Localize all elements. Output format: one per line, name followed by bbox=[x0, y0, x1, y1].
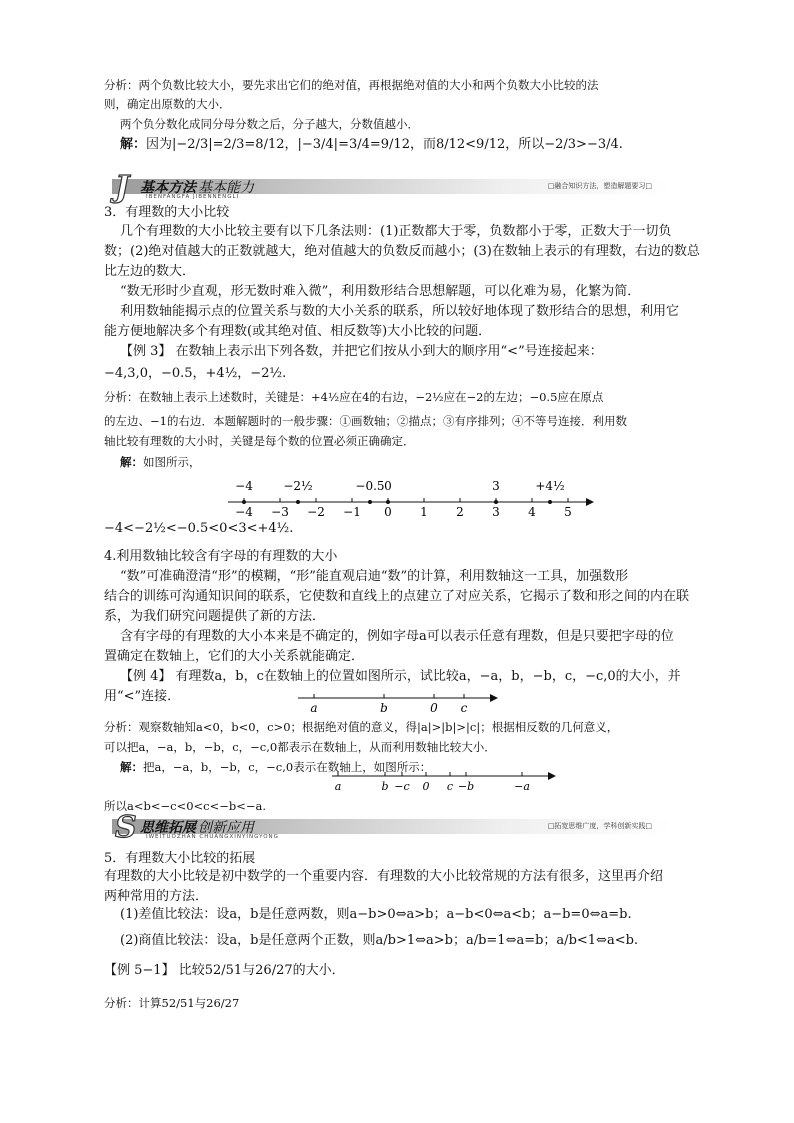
analysis-line: 分析：在数轴上表示上述数时，关键是：+4½应在4的右边，−2½应在−2的左边；−0.5应在原点 bbox=[104, 390, 604, 404]
banner-pinyin: IBENFANGFA JIBENNENGLI bbox=[146, 194, 240, 200]
point-marker bbox=[548, 500, 552, 504]
point-label: 0 bbox=[422, 780, 430, 793]
paragraph: 几个有理数的大小比较主要有以下几条法则：(1)正数都大于零，负数都小于零，正数大于一切负 bbox=[120, 224, 672, 239]
point-label: 0 bbox=[430, 701, 438, 715]
section-banner-basic bbox=[112, 170, 672, 205]
analysis-line: 轴比较有理数的大小时，关键是每个数的位置必须正确确定． bbox=[104, 434, 415, 448]
point-marker bbox=[242, 500, 246, 504]
tick-label: 0 bbox=[384, 505, 392, 519]
example-3-numbers: −4,3,0，−0.5，+4½，−2½. bbox=[104, 366, 287, 381]
point-label: −b bbox=[457, 780, 475, 793]
tick-label: −2 bbox=[307, 505, 325, 519]
tick-label: 5 bbox=[564, 505, 572, 519]
point-label: a bbox=[310, 701, 318, 715]
point-label: −4 bbox=[235, 479, 253, 493]
tick-label: −4 bbox=[235, 505, 253, 519]
tick-label: 1 bbox=[420, 505, 428, 519]
point-label: +4½ bbox=[535, 479, 565, 493]
method-2: (2)商值比较法：设a，b是任意两个正数，则a/b>1⇔a>b；a/b=1⇔a=b；a/b<1⇔a<b. bbox=[120, 933, 639, 948]
banner-pinyin: IWEITUOZHAN CHUANGXINYINGYONG bbox=[146, 834, 279, 840]
paragraph: “数”可准确澄清“形”的模糊，“形”能直观启迪“数”的计算，利用数轴这一工具，加强数形 bbox=[120, 569, 629, 584]
paragraph: 利用数轴能揭示点的位置关系与数的大小关系的联系，所以较好地体现了数形结合的思想，利用它 bbox=[120, 304, 680, 319]
banner-motto: □融合知识方法，塑造解题要习□ bbox=[547, 182, 652, 190]
tick-label: 3 bbox=[492, 505, 500, 519]
analysis-line: 可以把a，−a，b，−b，c，−c,0都表示在数轴上，从而利用数轴比较大小． bbox=[104, 740, 496, 754]
example-5-1: 【例 5−1】 比较52/51与26/27的大小． bbox=[104, 963, 345, 978]
point-label: b bbox=[381, 780, 389, 793]
solution-3: 解：如图所示， bbox=[120, 455, 201, 469]
paragraph: 有理数的大小比较是初中数学的一个重要内容．有理数的大小比较常规的方法有很多，这里再介绍 bbox=[104, 869, 664, 884]
banner-motto: □拓宽思维广度，学科创新实践□ bbox=[547, 822, 652, 830]
paragraph: 结合的训练可沟通知识间的联系，它使数和直线上的点建立了对应关系，它揭示了数和形之间的内在联 bbox=[104, 589, 690, 604]
number-line-example-3 bbox=[220, 472, 600, 522]
section-heading: 4.利用数轴比较含有字母的有理数的大小 bbox=[104, 549, 338, 564]
point-label: a bbox=[334, 780, 342, 793]
solution-text: 因为|−2/3|=2/3=8/12，|−3/4|=3/4=9/12，而8/12<9/12，所以−2/3>−3/4. bbox=[146, 137, 623, 152]
method-1: (1)差值比较法：设a，b是任意两数，则a−b>0⇔a>b；a−b<0⇔a<b；a−b=0⇔a=b. bbox=[120, 907, 632, 922]
paragraph: “数无形时少直观，形无数时难入微”，利用数形结合思想解题，可以化难为易，化繁为简． bbox=[120, 284, 641, 299]
banner-title: 基本方法 基本能力 bbox=[140, 180, 254, 196]
banner-initial: J bbox=[115, 170, 130, 205]
analysis-line: 分析：两个负数比较大小，要先求出它们的绝对值，再根据绝对值的大小和两个负数大小比较的法 bbox=[104, 78, 599, 92]
solution-label: 解： bbox=[120, 137, 147, 152]
tick-label: 2 bbox=[456, 505, 464, 519]
analysis-line: 则，确定出原数的大小． bbox=[104, 97, 231, 111]
point-label: c bbox=[446, 780, 454, 793]
banner-initial: S bbox=[115, 810, 137, 845]
tick-label: −3 bbox=[271, 505, 289, 519]
tick-label: −1 bbox=[343, 505, 361, 519]
paragraph: 能方便地解决多个有理数(或其绝对值、相反数等)大小比较的问题． bbox=[104, 324, 492, 339]
example-4-result: 所以a<b<−c<0<c<−b<−a. bbox=[104, 799, 267, 813]
number-line-example-4 bbox=[296, 686, 501, 716]
point-marker bbox=[368, 500, 372, 504]
solution-1 bbox=[120, 136, 698, 154]
example-4: 【例 4】 有理数a，b，c在数轴上的位置如图所示，试比较a，−a，b，−b，c，−c,0的大小，并 bbox=[120, 669, 681, 684]
analysis-line: 的左边、−1的右边．本题解题时的一般步骤：①画数轴；②描点；③有序排列；④不等号连接．利用数 bbox=[104, 414, 627, 428]
paragraph: 含有字母的有理数的大小本来是不确定的，例如字母a可以表示任意有理数，但是只要把字母的位 bbox=[120, 629, 674, 644]
point-label: 3 bbox=[492, 479, 500, 493]
point-label: −0.5 bbox=[355, 479, 385, 493]
paragraph: 数；(2)绝对值越大的正数就越大，绝对值越大的负数反而越小；(3)在数轴上表示的有理数，右边的数总 bbox=[104, 244, 700, 259]
section-banner-extension bbox=[112, 810, 672, 845]
point-label: 0 bbox=[384, 479, 392, 493]
point-label: −c bbox=[394, 780, 410, 793]
section-heading: 5．有理数大小比较的拓展 bbox=[104, 851, 256, 866]
point-label: b bbox=[380, 701, 388, 715]
point-marker bbox=[386, 500, 390, 504]
section-heading: 3．有理数的大小比较 bbox=[104, 205, 230, 220]
paragraph: 比左边的数大． bbox=[104, 264, 196, 279]
point-label: −a bbox=[514, 780, 530, 793]
tick-label: 4 bbox=[528, 505, 536, 519]
point-marker bbox=[296, 500, 300, 504]
point-label: c bbox=[460, 701, 468, 715]
solution-4: 解：把a，−a，b，−b，c，−c,0表示在数轴上，如图所示： bbox=[120, 760, 432, 774]
analysis-line: 分析：计算52/51与26/27 bbox=[104, 996, 240, 1010]
example-4: 用“<”连接． bbox=[104, 689, 181, 704]
analysis-line: 分析：观察数轴知a<0，b<0，c>0；根据绝对值的意义，得|a|>|b|>|c|；根据相反数的几何意义， bbox=[104, 720, 619, 734]
number-line-example-4-solution bbox=[330, 764, 560, 794]
paragraph: 系，为我们研究问题提供了新的方法． bbox=[104, 609, 326, 624]
example-3: 【例 3】 在数轴上表示出下列各数，并把它们按从小到大的顺序用“<”号连接起来： bbox=[120, 344, 603, 359]
paragraph: 两种常用的方法． bbox=[104, 889, 209, 904]
paragraph: 置确定在数轴上，它们的大小关系就能确定． bbox=[104, 649, 365, 664]
point-label: −2½ bbox=[283, 479, 313, 493]
banner-title: 思维拓展 创新应用 bbox=[140, 820, 254, 836]
point-marker bbox=[494, 500, 498, 504]
example-3-result: −4<−2½<−0.5<0<3<+4½. bbox=[104, 521, 294, 536]
analysis-line: 两个负分数化成同分母分数之后，分子越大，分数值越小． bbox=[120, 117, 419, 131]
